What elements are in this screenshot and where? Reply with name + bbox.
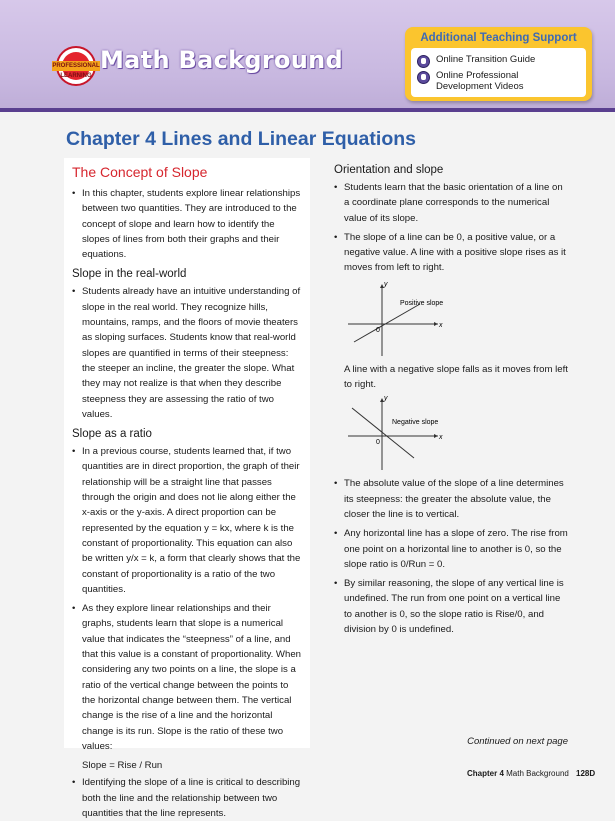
x-axis-label: x xyxy=(439,321,443,329)
origin-label: 0 xyxy=(376,439,380,447)
additional-support-box xyxy=(405,27,592,101)
professional-learning-logo xyxy=(52,46,100,86)
orientation-bullet-5: • By similar reasoning, the slope of any vertical line is undefined. The run from one point on a vertical line to another is 0, so the slope ratio is Rise/0, and division by 0 is undefined. xyxy=(332,576,570,637)
orientation-heading: Orientation and slope xyxy=(334,164,444,176)
orientation-bullet-4: • Any horizontal line has a slope of zero. The rise from one point on a horizontal line to another is 0, so the slope ratio is 0/Run = 0. xyxy=(332,526,570,572)
footer-chapter: Chapter 4 Math Background xyxy=(467,769,569,778)
support-item-transition-guide[interactable] xyxy=(417,54,535,68)
y-axis-label: y xyxy=(384,280,388,288)
origin-label: 0 xyxy=(376,326,380,334)
page-title: Math Background xyxy=(100,46,344,74)
ratio-paragraph-2: • As they explore linear relationships and their graphs, students learn that slope is a numerical value that indicates the “steepness” of a line, and that this value is a constant of proportionality. When considering any two points on a line, the slope is a ratio of the vertical change between the points to the horizontal change between them. The vertical change is the rise of a line and the horizontal change is its run. Slope is the ratio of these two values: xyxy=(70,601,304,754)
right-column xyxy=(328,158,576,748)
positive-slope-graph xyxy=(344,280,444,358)
ratio-paragraph-3: • Identifying the slope of a line is critical to describing both the line and the relationship between two quantities that the line represents. xyxy=(70,775,304,821)
continued-note: Continued on next page xyxy=(467,736,568,747)
support-panel xyxy=(411,48,586,97)
support-item-label: Online Professional Development Videos xyxy=(436,70,524,92)
support-item-label: Online Transition Guide xyxy=(436,54,536,65)
left-column xyxy=(64,158,310,819)
negative-slope-text: A line with a negative slope falls as it moves from left to right. xyxy=(344,363,568,391)
section-title: The Concept of Slope xyxy=(72,164,208,180)
slope-formula: Slope = Rise / Run xyxy=(82,760,163,772)
video-icon xyxy=(417,71,430,84)
y-axis-label: y xyxy=(384,395,388,403)
header-stripe xyxy=(0,108,615,112)
support-title: Additional Teaching Support xyxy=(420,32,577,44)
intro-paragraph: • In this chapter, students explore linear relationships between two quantities. They are introduced to the concept of slope and learn how to identify the slopes of lines from both their graphs and their equations. xyxy=(70,186,304,262)
x-axis-label: x xyxy=(439,434,443,442)
positive-slope-label: Positive slope xyxy=(400,299,444,307)
page-number: 128D xyxy=(576,769,596,778)
ratio-heading: Slope as a ratio xyxy=(72,428,152,441)
negative-slope-graph xyxy=(344,394,444,472)
orientation-bullet-2: • The slope of a line can be 0, a positive value, or a negative value. A line with a positive slope rises as it moves from left to right. xyxy=(332,230,570,276)
logo-band: PROFESSIONAL LEARNING xyxy=(52,63,100,79)
chapter-title: Chapter 4 Lines and Linear Equations xyxy=(66,128,416,150)
realworld-heading: Slope in the real-world xyxy=(72,268,187,281)
negative-slope-label: Negative slope xyxy=(392,419,439,427)
orientation-bullet-3: • The absolute value of the slope of a line determines its steepness: the greater the absolute value, the closer the line is to vertical. xyxy=(332,476,570,522)
ratio-paragraph-1: • In a previous course, students learned that, if two quantities are in direct proportion, the graph of their relationship will be a straight line that passes through the origin and does not lie along either the x-axis or the y-axis. A direct proportion can be represented by the equation y = kx, where k is the constant of proportionality. This equation can also be written y/x = k, a form that clearly shows that the constant of proportionality is a ratio of the two quantities. xyxy=(70,444,304,597)
realworld-paragraph: • Students already have an intuitive understanding of slope in the real world. They recognize hills, mountains, ramps, and the floors of movie theaters as sloping surfaces. Students know that real-world slopes are quantified in terms of their steepness: the steeper an incline, the greater the slope. What they may not realize is that when they describe steepness they are assessing the ratio of two values. xyxy=(70,284,304,422)
cd-icon xyxy=(417,55,430,68)
orientation-bullet-1: • Students learn that the basic orientation of a line on a coordinate plane corresponds to the numerical value of its slope. xyxy=(332,180,570,226)
support-item-videos[interactable] xyxy=(417,70,524,92)
